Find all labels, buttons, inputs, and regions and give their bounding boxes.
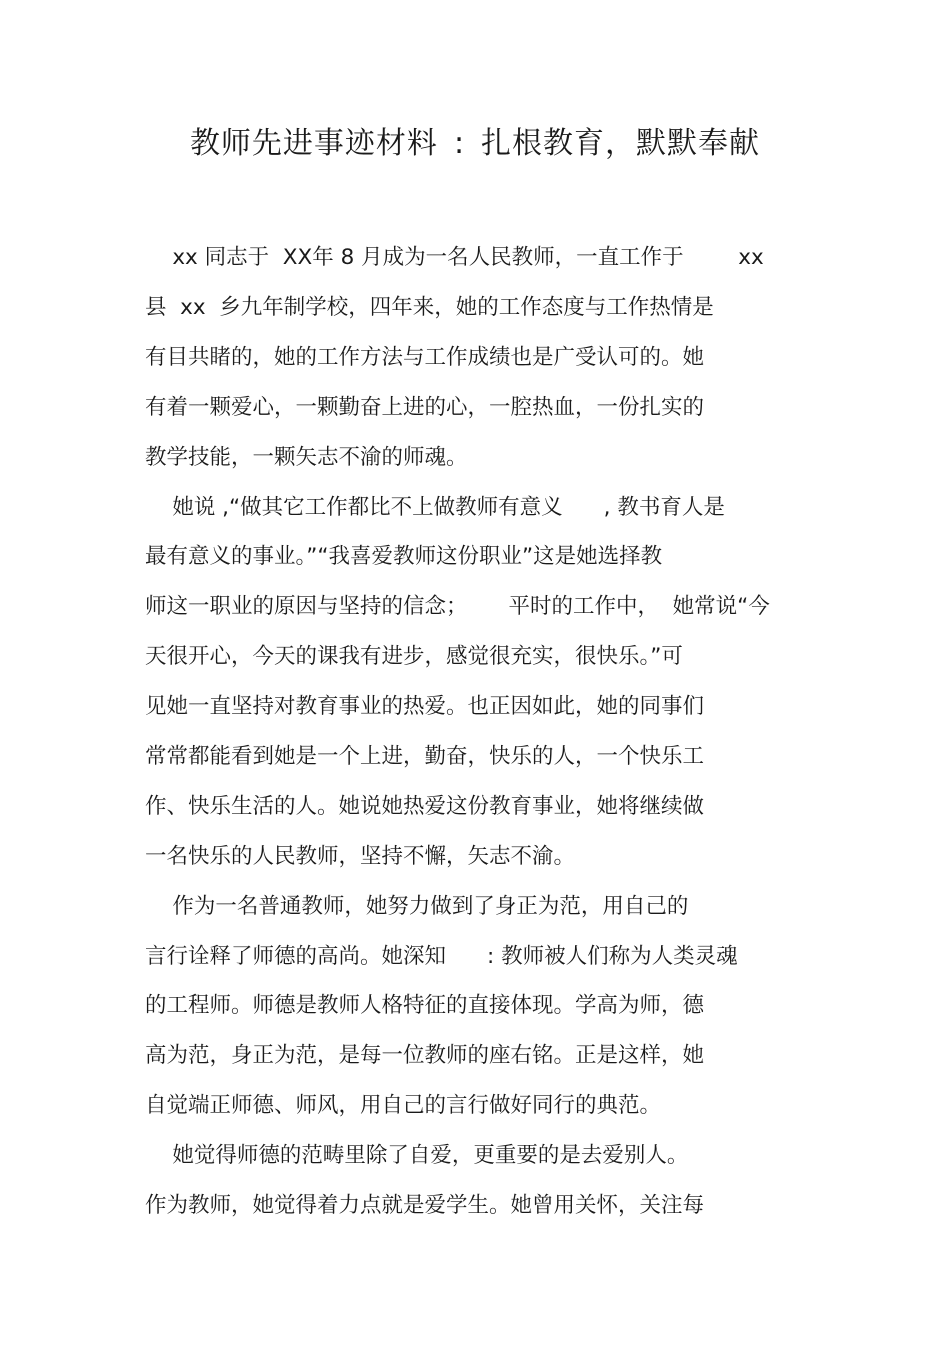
body-line: 见她一直坚持对教育事业的热爱。也正因如此，她的同事们 [145, 694, 705, 719]
body-line: 自觉端正师德、师风，用自己的言行做好同行的典范。 [145, 1093, 662, 1118]
body-line: 教学技能，一颗矢志不渝的师魂。 [145, 445, 468, 470]
body-line: 作为教师，她觉得着力点就是爱学生。她曾用关怀，关注每 [145, 1193, 705, 1218]
body-line: 言行诠释了师德的高尚。她深知 : 教师被人们称为人类灵魂 [145, 944, 738, 969]
body-line: 一名快乐的人民教师，坚持不懈，矢志不渝。 [145, 844, 576, 869]
body-line: 作、快乐生活的人。她说她热爱这份教育事业，她将继续做 [145, 794, 705, 819]
title-main: 教师先进事迹材料 [189, 126, 438, 161]
body-line: 县 xx 乡九年制学校，四年来，她的工作态度与工作热情是 [145, 295, 714, 320]
body-line: 师这一职业的原因与坚持的信念； 平时的工作中， 她常说“今 [145, 594, 770, 619]
document-title [0, 124, 950, 164]
body-line: 有目共睹的，她的工作方法与工作成绩也是广受认可的。她 [145, 345, 705, 370]
body-line: 的工程师。师德是教师人格特征的直接体现。学高为师，德 [145, 993, 705, 1018]
body-line: 有着一颗爱心，一颗勤奋上进的心，一腔热血，一份扎实的 [145, 395, 705, 420]
body-line: 作为一名普通教师，她努力做到了身正为范，用自己的 [145, 894, 689, 919]
body-line: 天很开心，今天的课我有进步，感觉很充实，很快乐。”可 [145, 644, 683, 669]
title-subtitle: 扎根教育，默默奉献 [481, 126, 761, 161]
body-line: xx 同志于 XX年 8 月成为一名人民教师，一直工作于 xx [145, 245, 764, 270]
body-line: 最有意义的事业。”“我喜爱教师这份职业”这是她选择教 [145, 544, 663, 569]
body-line: 她觉得师德的范畴里除了自爱，更重要的是去爱别人。 [145, 1143, 689, 1168]
body-line: 她说 ,“做其它工作都比不上做教师有意义 , 教书育人是 [145, 495, 725, 520]
body-line: 高为范，身正为范，是每一位教师的座右铭。正是这样，她 [145, 1043, 705, 1068]
title-separator: : [453, 126, 466, 161]
body-line: 常常都能看到她是一个上进，勤奋，快乐的人，一个快乐工 [145, 744, 705, 769]
